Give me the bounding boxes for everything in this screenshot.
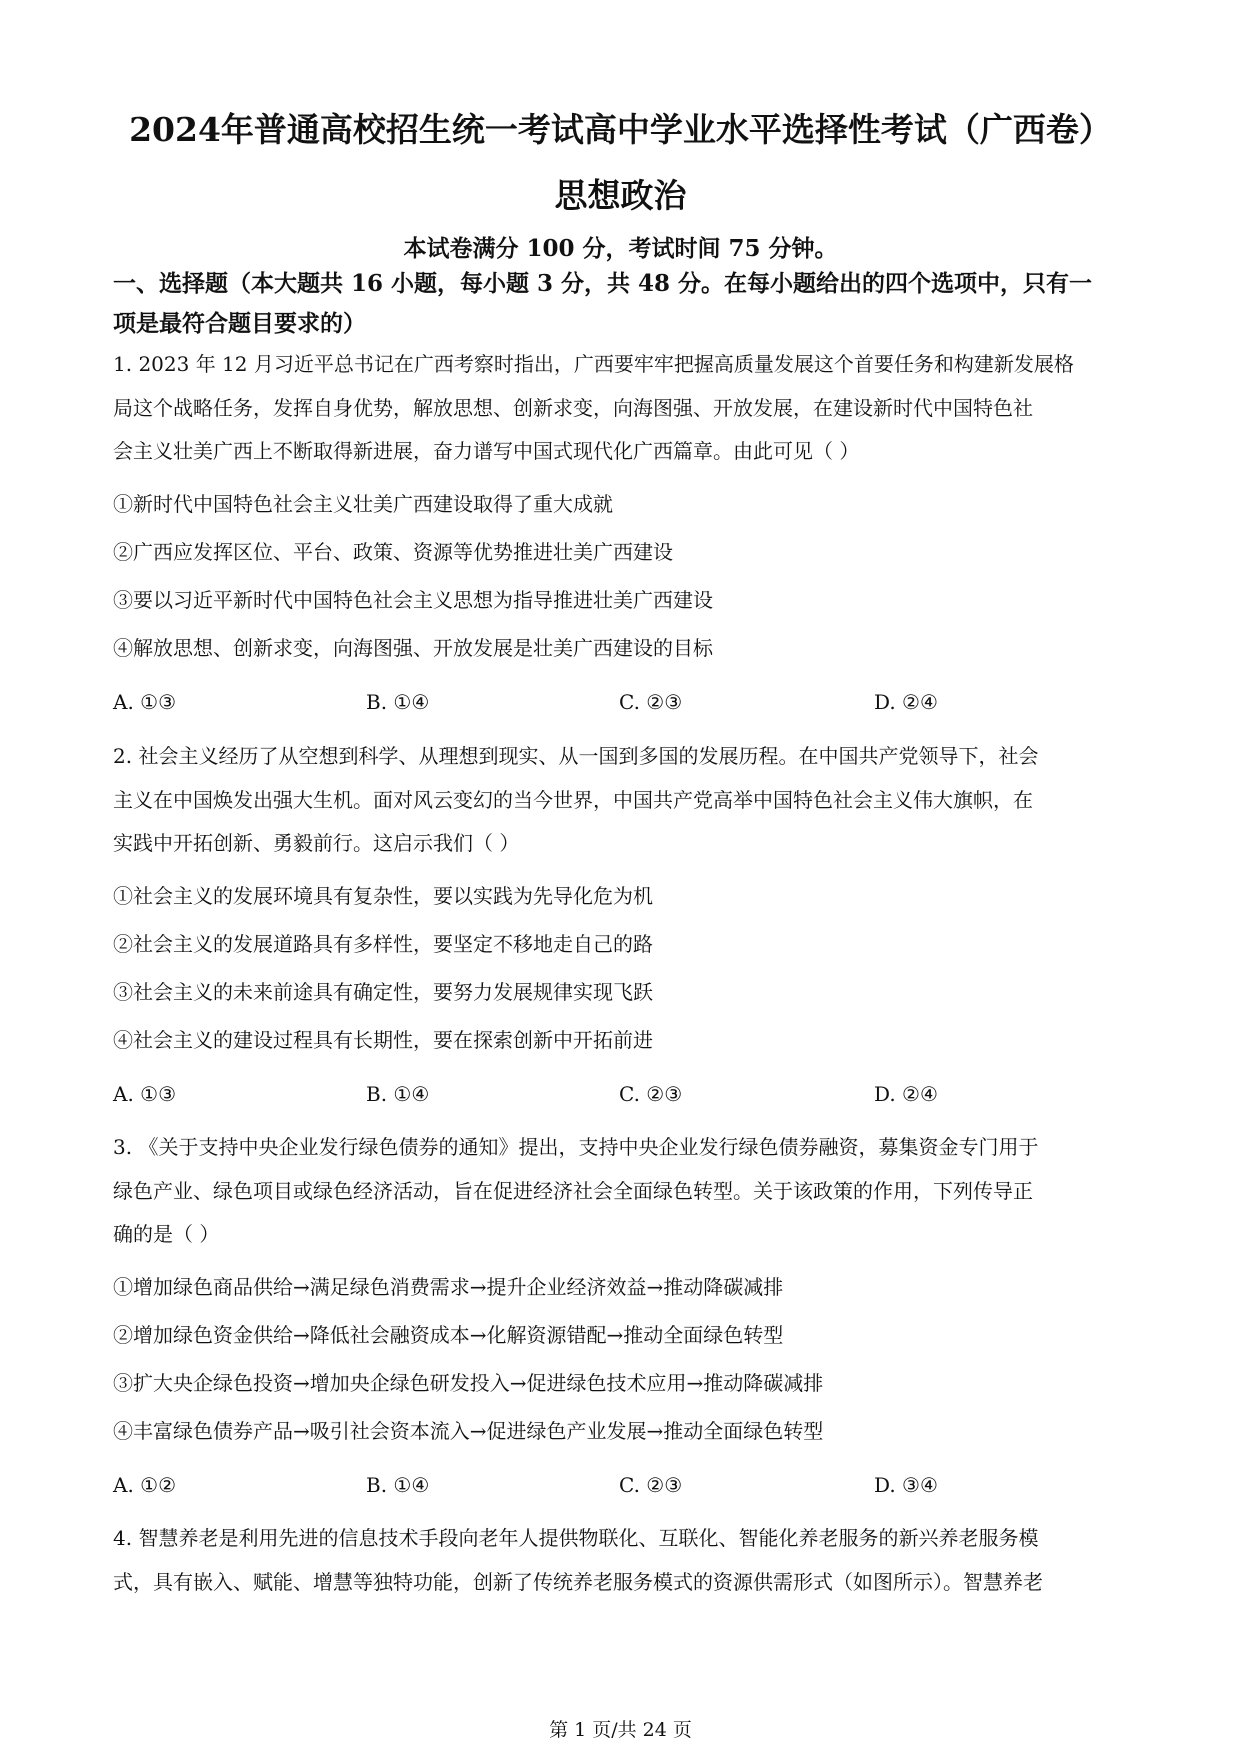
question-2-item: ③社会主义的未来前途具有确定性，要努力发展规律实现飞跃 xyxy=(113,980,653,1004)
question-1-stem-line: 会主义壮美广西上不断取得新进展，奋力谱写中国式现代化广西篇章。由此可见（ ） xyxy=(113,439,860,463)
question-3-stem-line: 3. 《关于支持中央企业发行绿色债券的通知》提出，支持中央企业发行绿色债券融资，募集资金专门用于 xyxy=(113,1135,1039,1159)
question-1-item: ③要以习近平新时代中国特色社会主义思想为指导推进壮美广西建设 xyxy=(113,588,713,612)
exam-note: 本试卷满分 100 分，考试时间 75 分钟。 xyxy=(403,235,838,262)
question-1-item: ①新时代中国特色社会主义壮美广西建设取得了重大成就 xyxy=(113,492,613,516)
question-1-stem-line: 1. 2023 年 12 月习近平总书记在广西考察时指出，广西要牢牢把握高质量发展这个首要任务和构建新发展格 xyxy=(113,352,1074,376)
section-heading-line: 一、选择题（本大题共 16 小题，每小题 3 分，共 48 分。在每小题给出的四个选项中，只有一 xyxy=(113,270,1093,297)
section-heading-line: 项是最符合题目要求的） xyxy=(113,310,366,337)
question-1-stem-line: 局这个战略任务，发挥自身优势，解放思想、创新求变，向海图强、开放发展，在建设新时代中国特色社 xyxy=(113,396,1033,420)
option-a: A. ①③ xyxy=(113,690,177,714)
option-b: B. ①④ xyxy=(366,1473,430,1497)
question-2-item: ①社会主义的发展环境具有复杂性，要以实践为先导化危为机 xyxy=(113,884,653,908)
question-2-stem-line: 实践中开拓创新、勇毅前行。这启示我们（ ） xyxy=(113,831,520,855)
option-d: D. ③④ xyxy=(874,1473,938,1497)
question-1-item: ④解放思想、创新求变，向海图强、开放发展是壮美广西建设的目标 xyxy=(113,636,713,660)
question-3-stem-line: 确的是（ ） xyxy=(113,1222,220,1246)
option-c: C. ②③ xyxy=(619,1082,683,1106)
question-3-stem-line: 绿色产业、绿色项目或绿色经济活动，旨在促进经济社会全面绿色转型。关于该政策的作用，下列传导正 xyxy=(113,1179,1033,1203)
option-a: A. ①② xyxy=(113,1473,177,1497)
question-4-stem-line: 4. 智慧养老是利用先进的信息技术手段向老年人提供物联化、互联化、智能化养老服务的新兴养老服务模 xyxy=(113,1526,1039,1550)
question-2-options xyxy=(113,1082,1133,1112)
question-3-options xyxy=(113,1473,1133,1503)
question-3-item: ③扩大央企绿色投资→增加央企绿色研发投入→促进绿色技术应用→推动降碳减排 xyxy=(113,1371,824,1395)
option-c: C. ②③ xyxy=(619,690,683,714)
option-b: B. ①④ xyxy=(366,1082,430,1106)
option-d: D. ②④ xyxy=(874,1082,938,1106)
option-d: D. ②④ xyxy=(874,690,938,714)
question-2-item: ②社会主义的发展道路具有多样性，要坚定不移地走自己的路 xyxy=(113,932,653,956)
question-3-item: ②增加绿色资金供给→降低社会融资成本→化解资源错配→推动全面绿色转型 xyxy=(113,1323,784,1347)
question-3-item: ④丰富绿色债券产品→吸引社会资本流入→促进绿色产业发展→推动全面绿色转型 xyxy=(113,1419,824,1443)
page-footer: 第 1 页/共 24 页 xyxy=(549,1719,692,1741)
question-2-item: ④社会主义的建设过程具有长期性，要在探索创新中开拓前进 xyxy=(113,1028,653,1052)
option-a: A. ①③ xyxy=(113,1082,177,1106)
question-4-stem-line: 式，具有嵌入、赋能、增慧等独特功能，创新了传统养老服务模式的资源供需形式（如图所示）。智慧养老 xyxy=(113,1570,1043,1594)
question-3-item: ①增加绿色商品供给→满足绿色消费需求→提升企业经济效益→推动降碳减排 xyxy=(113,1275,784,1299)
subject-title: 思想政治 xyxy=(554,176,687,215)
exam-title: 2024年普通高校招生统一考试高中学业水平选择性考试（广西卷） xyxy=(129,110,1112,149)
question-2-stem-line: 2. 社会主义经历了从空想到科学、从理想到现实、从一国到多国的发展历程。在中国共产党领导下，社会 xyxy=(113,744,1039,768)
option-c: C. ②③ xyxy=(619,1473,683,1497)
question-1-item: ②广西应发挥区位、平台、政策、资源等优势推进壮美广西建设 xyxy=(113,540,673,564)
question-2-stem-line: 主义在中国焕发出强大生机。面对风云变幻的当今世界，中国共产党高举中国特色社会主义伟大旗帜，在 xyxy=(113,788,1033,812)
option-b: B. ①④ xyxy=(366,690,430,714)
question-1-options xyxy=(113,690,1133,720)
section-heading xyxy=(113,264,1133,344)
